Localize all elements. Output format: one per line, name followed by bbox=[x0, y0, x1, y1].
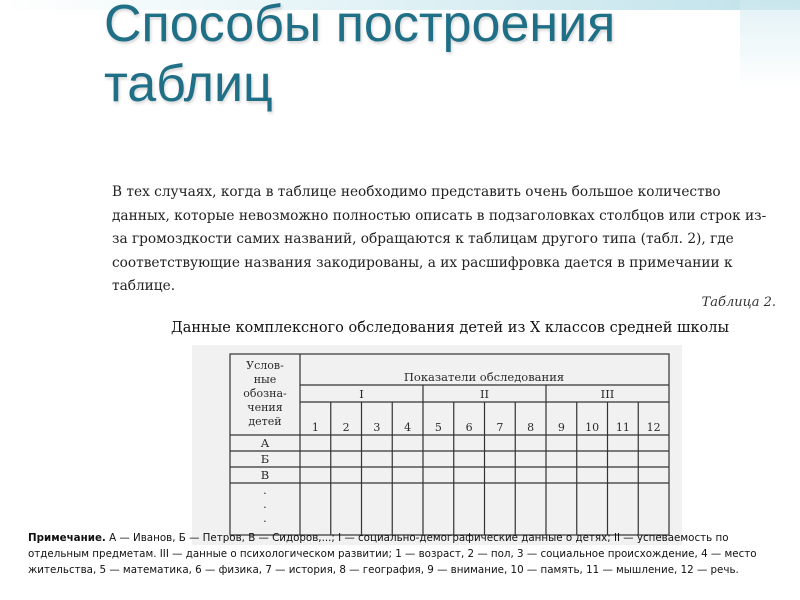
note-text: А — Иванов, Б — Петров, В — Сидоров,...; I — социально-демографические данные о детях; II — успеваемость по отдельным предметам. III — данные о психологическом развитии; 1 — возраст, 2 — пол, 3 — социальное происхождение, 4 — место жительства, 5 — математика, 6 — физика, 7 — история, 8 — география, 9 — внимание, 10 — память, 11 — мышление, 12 — речь. bbox=[28, 532, 757, 577]
note-label: Примечание. bbox=[28, 532, 106, 544]
column-label: 7 bbox=[496, 421, 504, 434]
slide-title bbox=[104, 0, 764, 114]
column-label: 4 bbox=[404, 421, 412, 434]
row-labels bbox=[261, 436, 270, 528]
table-title: Данные комплексного обследования детей из X классов средней школы bbox=[170, 320, 730, 336]
corner-line: Услов- bbox=[246, 359, 284, 372]
column-label: 6 bbox=[465, 421, 473, 434]
corner-line: чения bbox=[247, 401, 283, 414]
column-label: 2 bbox=[342, 421, 350, 434]
table-note bbox=[28, 530, 768, 579]
column-label: 1 bbox=[311, 421, 319, 434]
group-label: II bbox=[479, 387, 490, 401]
row-label: Б bbox=[260, 452, 270, 466]
title-line-2: таблиц bbox=[104, 55, 273, 113]
ellipsis-dot: · bbox=[263, 514, 267, 528]
column-label: 12 bbox=[646, 421, 661, 434]
corner-label bbox=[243, 359, 287, 428]
column-label: 9 bbox=[557, 421, 565, 434]
table-number: Таблица 2. bbox=[701, 295, 776, 310]
column-label: 11 bbox=[615, 421, 630, 434]
table-scan-image bbox=[192, 345, 682, 545]
ellipsis-dot: · bbox=[263, 500, 267, 514]
column-labels bbox=[312, 421, 661, 434]
corner-line: детей bbox=[248, 415, 282, 428]
row-label: А bbox=[260, 436, 270, 450]
ellipsis-dot: · bbox=[263, 486, 267, 500]
table-drawing bbox=[192, 345, 682, 545]
group-label: I bbox=[359, 387, 364, 401]
corner-line: ные bbox=[253, 373, 277, 386]
column-label: 3 bbox=[373, 421, 381, 434]
column-label: 5 bbox=[434, 421, 442, 434]
table-header: Показатели обследования bbox=[403, 370, 565, 384]
column-label: 8 bbox=[527, 421, 535, 434]
column-label: 10 bbox=[585, 421, 600, 434]
group-labels bbox=[359, 387, 614, 401]
group-label: III bbox=[600, 387, 615, 401]
intro-paragraph: В тех случаях, когда в таблице необходимо представить очень большое количество данных, которые невозможно полностью описать в подзаголовках столбцов или строк из-за громоздкости самих названий, обращаются к таблицам другого типа (табл. 2), где соответствующие названия закодированы, а их расшифровка дается в примечании к таблице. bbox=[112, 184, 767, 294]
title-line-1: Способы построения bbox=[104, 0, 616, 53]
corner-line: обозна- bbox=[243, 387, 287, 400]
row-label: В bbox=[260, 468, 270, 482]
